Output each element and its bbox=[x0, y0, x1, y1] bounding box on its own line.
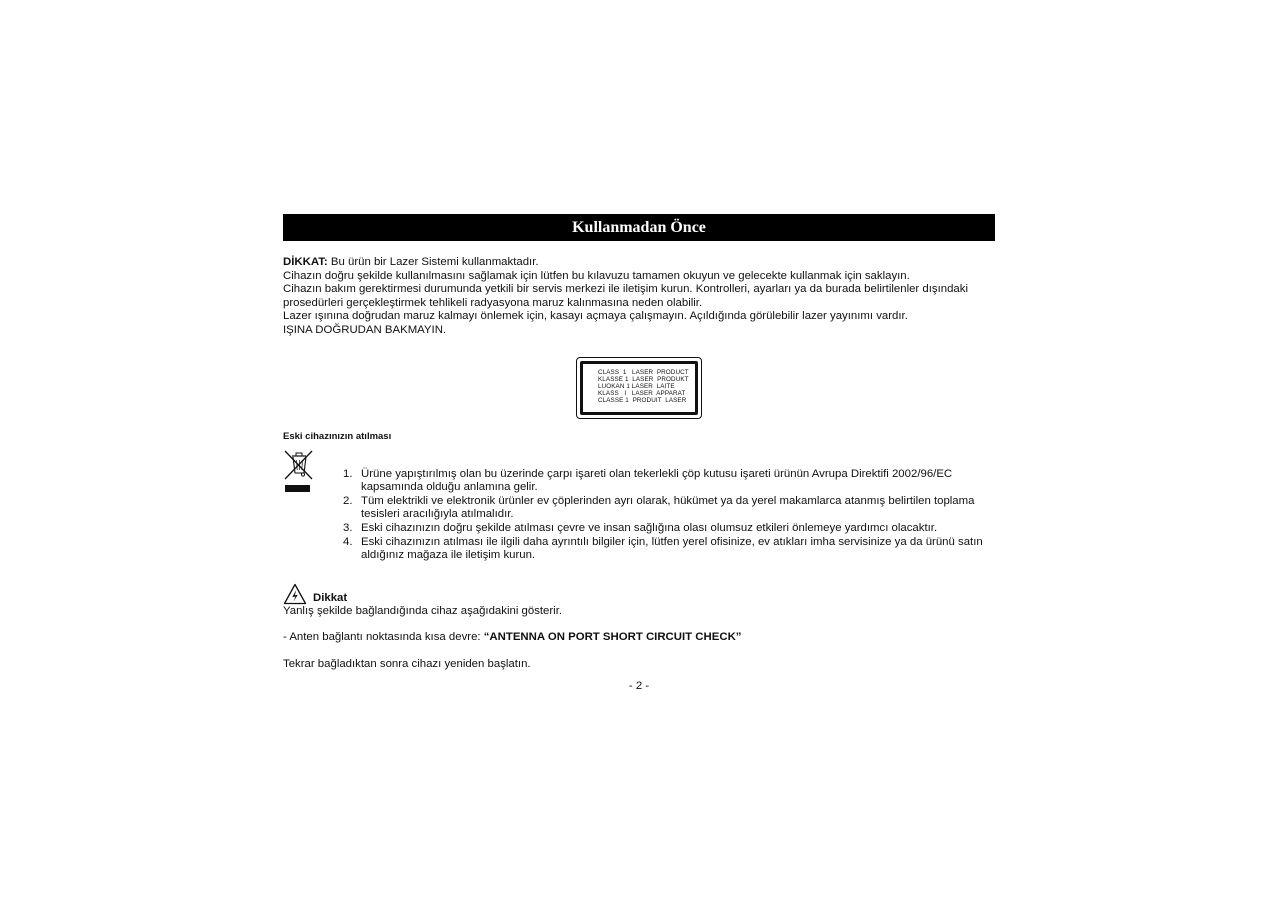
warning-line-3: Cihazın bakım gerektirmesi durumunda yetkili bir servis merkezi ile iletişim kurun. Kontrolleri, ayarları ya da burada belirtilenler dışındaki prosedürleri gerçekleştirmek tehlikeli radyasyona maruz kalınmasına neden olabilir. bbox=[283, 283, 968, 309]
caution-error-message: “ANTENNA ON PORT SHORT CIRCUIT CHECK” bbox=[483, 631, 742, 644]
list-item-number: 3. bbox=[343, 521, 353, 534]
list-item-number: 2. bbox=[343, 494, 353, 507]
laser-class-label-inner bbox=[580, 361, 698, 415]
warning-label: DİKKAT: bbox=[283, 256, 328, 268]
laser-label-line: LUOKAN 1 LASER LAITE bbox=[598, 382, 675, 390]
laser-class-label-wrap bbox=[283, 357, 995, 419]
caution-line-2-prefix: - Anten bağlantı noktasında kısa devre: bbox=[283, 631, 484, 644]
list-item-number: 4. bbox=[343, 535, 353, 548]
warning-line-2: Cihazın doğru şekilde kullanılmasını sağlamak için lütfen bu kılavuzu tamamen okuyun ve gelecekte kullanmak için saklayın. bbox=[283, 269, 910, 282]
warning-line-5: IŞINA DOĞRUDAN BAKMAYIN. bbox=[283, 323, 447, 336]
laser-class-label bbox=[576, 357, 702, 419]
high-voltage-warning-icon bbox=[283, 583, 307, 605]
caution-heading bbox=[283, 583, 995, 605]
list-item-number: 1. bbox=[343, 467, 353, 480]
list-item-text: Eski cihazınızın doğru şekilde atılması çevre ve insan sağlığına olası olumsuz etkileri önlemeye yardımcı olacaktır. bbox=[361, 521, 938, 534]
laser-warning-block bbox=[283, 256, 995, 338]
page-title-bar bbox=[283, 214, 995, 241]
crossed-out-wheelie-bin-icon bbox=[283, 449, 313, 495]
disposal-section bbox=[283, 449, 995, 563]
laser-label-line: KLASS I LASER APPARAT bbox=[598, 390, 686, 398]
list-item bbox=[343, 536, 995, 563]
warning-line-1-text: Bu ürün bir Lazer Sistemi kullanmaktadır. bbox=[327, 256, 539, 268]
caution-line-3: Tekrar bağladıktan sonra cihazı yeniden başlatın. bbox=[283, 657, 531, 670]
page-number: - 2 - bbox=[628, 679, 650, 692]
warning-line-4: Lazer ışınına doğrudan maruz kalmayı önlemek için, kasayı açmaya çalışmayın. Açıldığında görülebilir lazer yayınımı vardır. bbox=[283, 310, 908, 323]
list-item bbox=[343, 495, 995, 522]
laser-label-line: CLASSE 1 PRODUIT LASER bbox=[598, 397, 687, 405]
caution-title: Dikkat bbox=[313, 591, 348, 604]
disposal-list bbox=[313, 468, 995, 563]
warning-line-1 bbox=[283, 256, 995, 270]
laser-label-line: CLASS 1 LASER PRODUCT bbox=[598, 368, 689, 376]
manual-page bbox=[283, 214, 995, 693]
list-item-text: Tüm elektrikli ve elektronik ürünler ev çöplerinden ayrı olarak, hükümet ya da yerel makamlarca atanmış belirtilen toplama tesisleri aracılığıyla atılmalıdır. bbox=[361, 494, 975, 521]
laser-label-line: KLASSE 1 LASER PRODUKT bbox=[598, 375, 689, 383]
disposal-section-title: Eski cihazınızın atılması bbox=[283, 430, 392, 442]
caution-line-1: Yanlış şekilde bağlandığında cihaz aşağıdakini gösterir. bbox=[283, 604, 563, 617]
page-title: Kullanmadan Önce bbox=[572, 218, 706, 236]
caution-line-2 bbox=[283, 631, 995, 645]
list-item-text: Ürüne yapıştırılmış olan bu üzerinde çarpı işareti olan tekerlekli çöp kutusu işareti ürünün Avrupa Direktifi 2002/96/EC kapsamında olduğu anlamına gelir. bbox=[361, 467, 953, 494]
list-item bbox=[343, 522, 995, 536]
list-item bbox=[343, 468, 995, 495]
list-item-text: Eski cihazınızın atılması ile ilgili daha ayrıntılı bilgiler için, lütfen yerel ofisinize, ev atıkları imha servisinize ya da ürünü satın aldığınız mağaza ile iletişim kurun. bbox=[361, 535, 983, 562]
